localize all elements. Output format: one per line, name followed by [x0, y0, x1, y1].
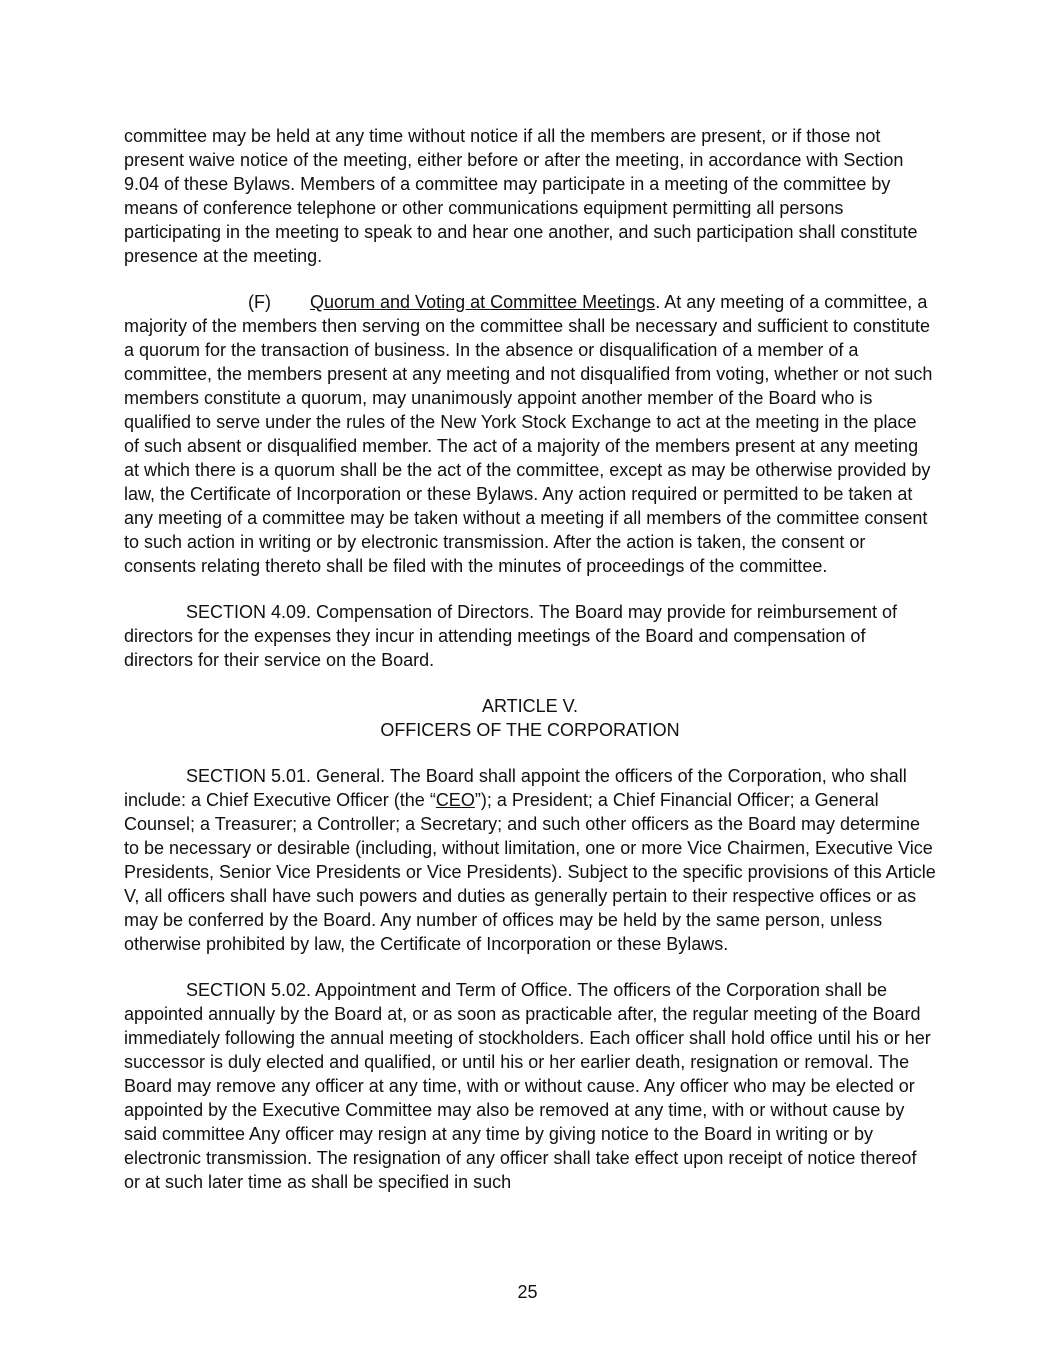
section-text: . The Board shall appoint the officers of the Corporation, who shall include: a Chief Executive Officer (the “: [124, 766, 907, 810]
subsection-label: (F): [248, 292, 271, 312]
section-heading: SECTION 4.09. Compensation of Directors: [186, 602, 530, 622]
section-text-continued: ”); a President; a Chief Financial Officer; a General Counsel; a Treasurer; a Controller; a Secretary; and such other officers as the Board may determine to be necessary or desirable (including, without limitation, one or more Vice Chairmen, Executive Vice Presidents, Senior Vice Presidents or Vice Presidents). Subject to the specific provisions of this Article V, all officers shall have such powers and duties as generally pertain to their respective offices or as may be conferred by the Board. Any number of offices may be held by the same person, unless otherwise prohibited by law, the Certificate of Incorporation or these Bylaws.: [124, 790, 936, 954]
section-text: . The Board may provide for reimbursement of directors for the expenses they incur in attending meetings of the Board and compensation of directors for their service on the Board.: [124, 602, 897, 670]
paragraph-committee-meetings: [124, 124, 936, 268]
section-heading: SECTION 5.01. General: [186, 766, 381, 786]
section-text: . The officers of the Corporation shall be appointed annually by the Board at, or as soon as practicable after, the regular meeting of the Board immediately following the annual meeting of stockholders. Each officer shall hold office until his or her successor is duly elected and qualified, or until his or her earlier death, resignation or removal. The Board may remove any officer at any time, with or without cause. Any officer who may be elected or appointed by the Executive Committee may also be removed at any time, with or without cause by said committee Any officer may resign at any time by giving notice to the Board in writing or by electronic transmission. The resignation of any officer shall take effect upon receipt of notice thereof or at such later time as shall be specified in such: [124, 980, 931, 1192]
page-number: 25: [517, 1282, 538, 1302]
document-page: [124, 124, 936, 1216]
defined-term: CEO: [435, 790, 475, 810]
article-heading: [124, 694, 936, 742]
paragraph-quorum-voting: [124, 290, 936, 578]
paragraph-text: committee may be held at any time without notice if all the members are present, or if those not present waive notice of the meeting, either before or after the meeting, in accordance with Section 9.04 of these Bylaws. Members of a committee may participate in a meeting of the committee by means of conference telephone or other communications equipment permitting all persons participating in the meeting to speak to and hear one another, and such participation shall constitute presence at the meeting.: [124, 126, 918, 266]
section-5-01: [124, 764, 936, 956]
section-5-02: [124, 978, 936, 1194]
section-4-09: [124, 600, 936, 672]
section-heading: SECTION 5.02. Appointment and Term of Office: [186, 980, 568, 1000]
article-number: ARTICLE V.: [481, 696, 579, 716]
article-title: OFFICERS OF THE CORPORATION: [380, 720, 680, 740]
paragraph-text: . At any meeting of a committee, a majority of the members then serving on the committee shall be necessary and sufficient to constitute a quorum for the transaction of business. In the absence or disqualification of a member of a committee, the members present at any meeting and not disqualified from voting, whether or not such members constitute a quorum, may unanimously appoint another member of the Board who is qualified to serve under the rules of the New York Stock Exchange to act at the meeting in the place of such absent or disqualified member. The act of a majority of the members present at any meeting at which there is a quorum shall be the act of the committee, except as may be otherwise provided by law, the Certificate of Incorporation or these Bylaws. Any action required or permitted to be taken at any meeting of a committee may be taken without a meeting if all members of the committee consent to such action in writing or by electronic transmission. After the action is taken, the consent or consents relating thereto shall be filed with the minutes of proceedings of the committee.: [124, 292, 933, 576]
subsection-title: Quorum and Voting at Committee Meetings: [310, 292, 656, 312]
